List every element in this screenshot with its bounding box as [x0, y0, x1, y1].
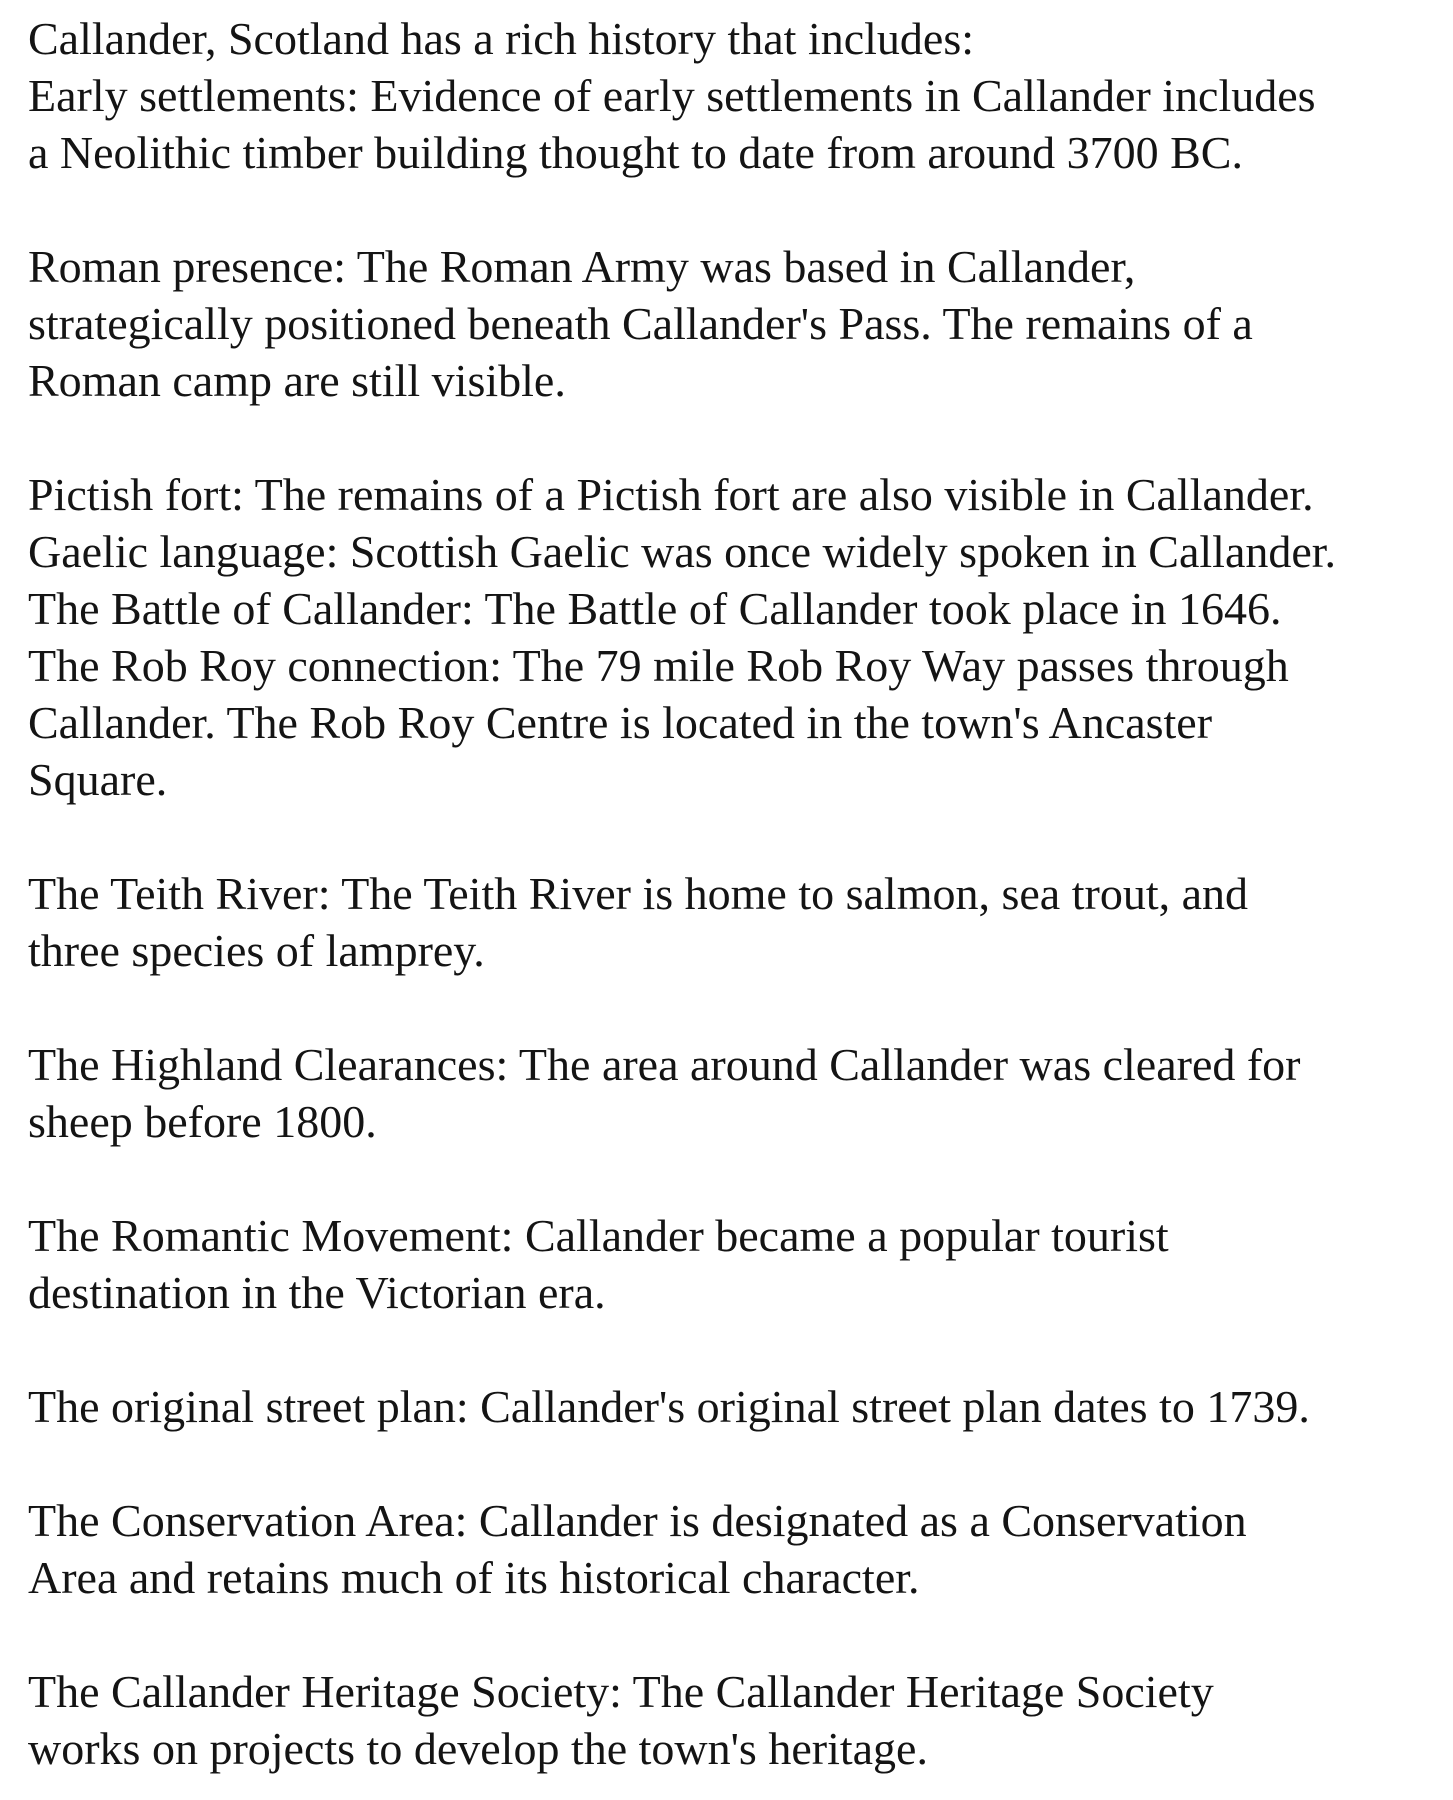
paragraph-gap	[28, 979, 1428, 1036]
text-line: Callander, Scotland has a rich history that includes:	[28, 13, 975, 64]
text-line: destination in the Victorian era.	[28, 1267, 606, 1318]
conservation-area-paragraph	[28, 1492, 1428, 1606]
text-line: strategically positioned beneath Callander's Pass. The remains of a	[28, 298, 1253, 349]
paragraph-gap	[28, 409, 1428, 466]
text-line: Early settlements: Evidence of early settlements in Callander includes	[28, 70, 1316, 121]
street-plan-paragraph	[28, 1378, 1428, 1435]
text-line: The original street plan: Callander's original street plan dates to 1739.	[28, 1381, 1310, 1432]
text-line: Pictish fort: The remains of a Pictish fort are also visible in Callander.	[28, 469, 1314, 520]
heritage-society-paragraph	[28, 1663, 1428, 1777]
paragraph-gap	[28, 1321, 1428, 1378]
paragraph-gap	[28, 1150, 1428, 1207]
text-line: sheep before 1800.	[28, 1096, 377, 1147]
roman-presence-paragraph	[28, 238, 1428, 409]
text-line: Area and retains much of its historical character.	[28, 1552, 920, 1603]
document-body	[28, 10, 1428, 1777]
text-line: a Neolithic timber building thought to date from around 3700 BC.	[28, 127, 1243, 178]
text-line: The Teith River: The Teith River is home to salmon, sea trout, and	[28, 868, 1249, 919]
text-line: Square.	[28, 754, 168, 805]
paragraph-gap	[28, 1606, 1428, 1663]
text-line: The Battle of Callander: The Battle of Callander took place in 1646.	[28, 583, 1282, 634]
text-line: Callander. The Rob Roy Centre is located in the town's Ancaster	[28, 697, 1213, 748]
pictish-fort-paragraph	[28, 466, 1428, 808]
teith-river-paragraph	[28, 865, 1428, 979]
text-line: The Rob Roy connection: The 79 mile Rob Roy Way passes through	[28, 640, 1289, 691]
paragraph-gap	[28, 181, 1428, 238]
text-line: Gaelic language: Scottish Gaelic was once widely spoken in Callander.	[28, 526, 1337, 577]
text-line: three species of lamprey.	[28, 925, 485, 976]
text-line: The Highland Clearances: The area around Callander was cleared for	[28, 1039, 1301, 1090]
text-line: The Conservation Area: Callander is designated as a Conservation	[28, 1495, 1247, 1546]
text-line: Roman presence: The Roman Army was based in Callander,	[28, 241, 1136, 292]
text-line: The Callander Heritage Society: The Callander Heritage Society	[28, 1666, 1214, 1717]
text-line: works on projects to develop the town's heritage.	[28, 1723, 928, 1774]
romantic-movement-paragraph	[28, 1207, 1428, 1321]
text-line: The Romantic Movement: Callander became a popular tourist	[28, 1210, 1169, 1261]
text-line: Roman camp are still visible.	[28, 355, 566, 406]
intro-paragraph	[28, 10, 1428, 181]
paragraph-gap	[28, 1435, 1428, 1492]
paragraph-gap	[28, 808, 1428, 865]
highland-clearances-paragraph	[28, 1036, 1428, 1150]
